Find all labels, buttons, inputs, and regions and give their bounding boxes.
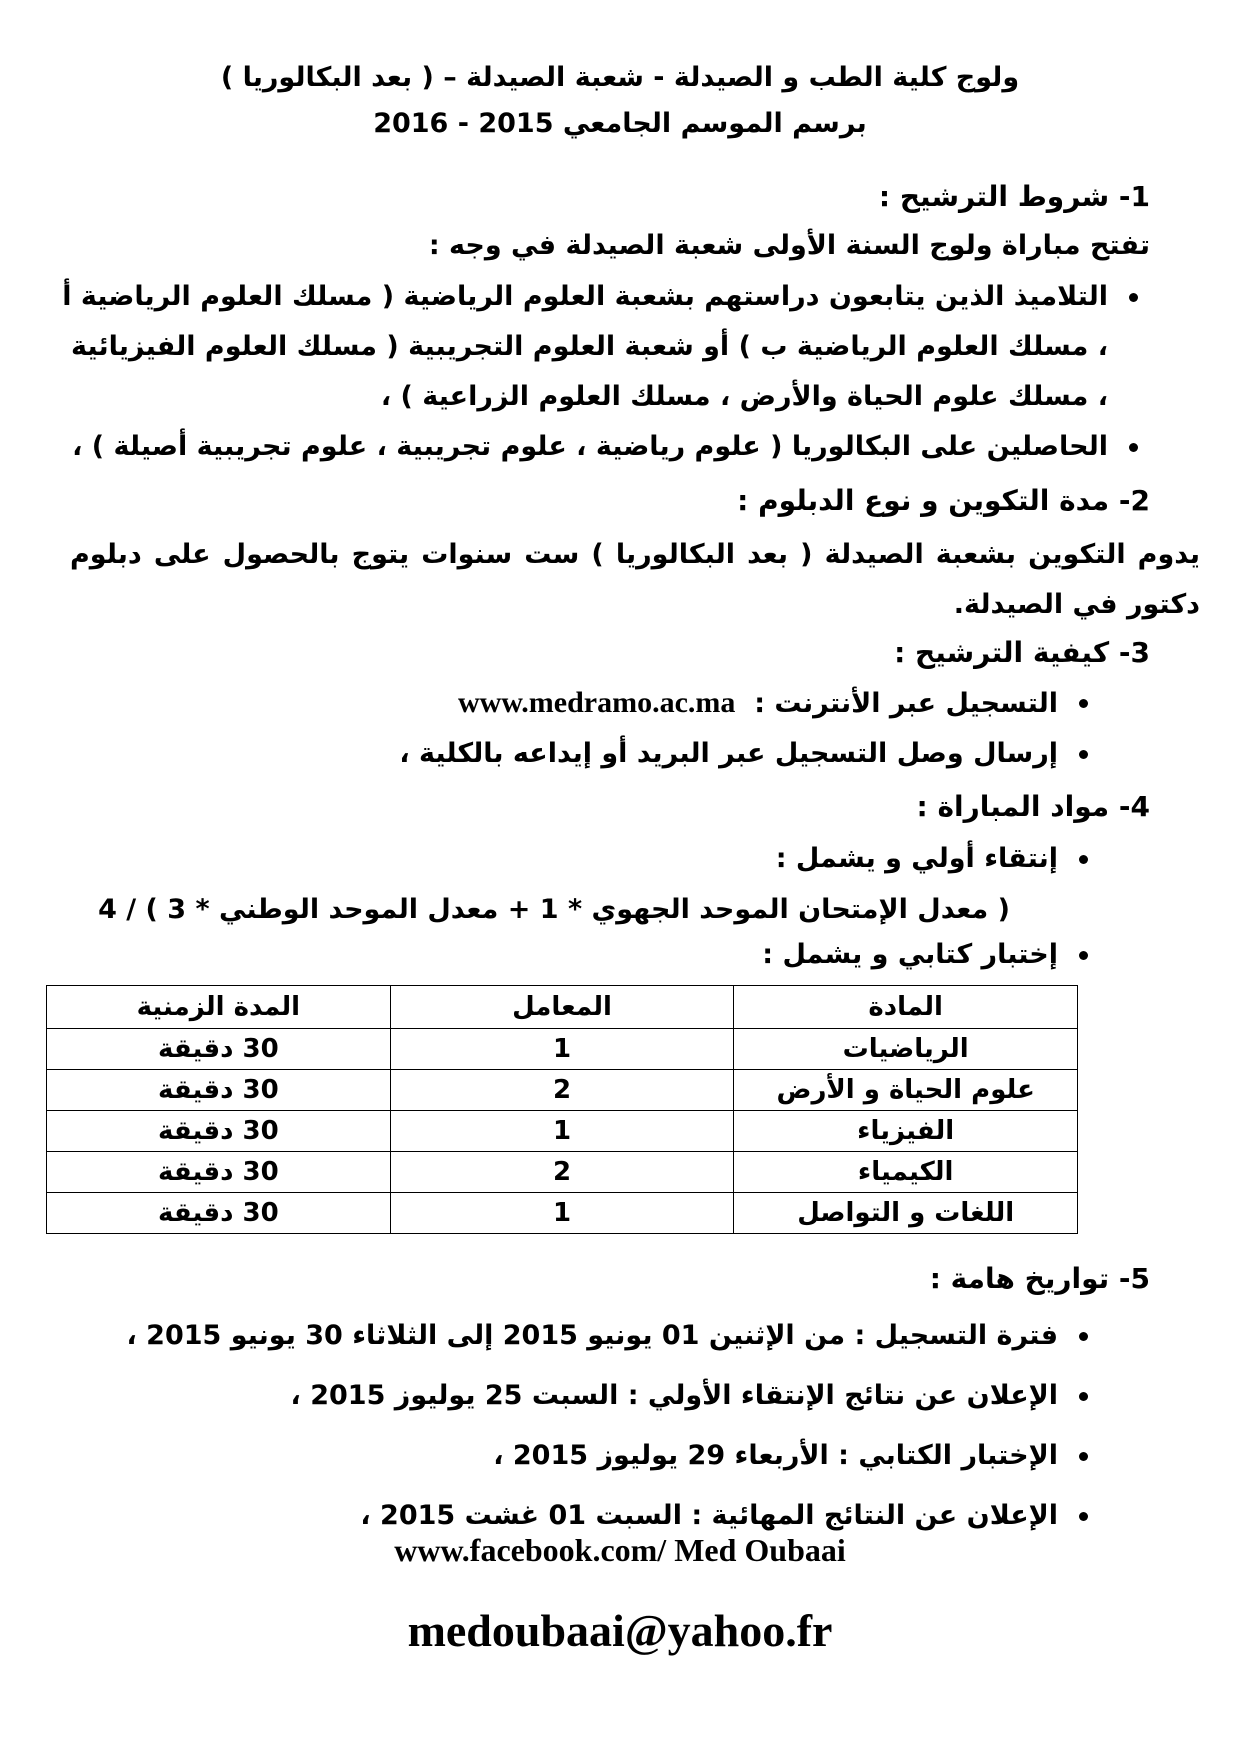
list-item: فترة التسجيل : من الإثنين 01 يونيو 2015 إلى الثلاثاء 30 يونيو 2015 ، <box>40 1306 1100 1366</box>
bullet-icon <box>1079 750 1088 759</box>
list-item: الإعلان عن نتائج الإنتقاء الأولي : السبت 25 يوليوز 2015 ، <box>40 1366 1100 1426</box>
table-row: اللغات و التواصل 1 30 دقيقة <box>47 1193 1078 1234</box>
table-row: علوم الحياة و الأرض 2 30 دقيقة <box>47 1070 1078 1111</box>
table-row: الفيزياء 1 30 دقيقة <box>47 1111 1078 1152</box>
header-subject: المادة <box>734 986 1078 1029</box>
bullet-icon <box>1129 293 1138 302</box>
contact-email[interactable]: medoubaai@yahoo.fr <box>407 1605 833 1656</box>
bullet-icon <box>1079 855 1088 864</box>
document-title: ولوج كلية الطب و الصيدلة - شعبة الصيدلة – ( بعد البكالوريا ) <box>220 62 1020 93</box>
bullet-icon <box>1079 1332 1088 1341</box>
list-item: إنتقاء أولي و يشمل : <box>776 834 1100 884</box>
section2-text: يدوم التكوين بشعبة الصيدلة ( بعد البكالوريا ) ست سنوات يتوج بالحصول على دبلوم دكتور في الصيدلة. <box>70 539 1200 620</box>
section3-heading: 3- كيفية الترشيح : <box>894 636 1150 669</box>
list-item: إختبار كتابي و يشمل : <box>762 930 1100 980</box>
selection-formula: ( معدل الإمتحان الموحد الجهوي * 1 + معدل الموحد الوطني * 3 ) / 4 <box>98 894 1010 925</box>
table-header-row <box>47 986 1078 1029</box>
bullet-icon <box>1079 1392 1088 1401</box>
academic-year: برسم الموسم الجامعي 2015 - 2016 <box>373 108 867 139</box>
exam-subjects-table <box>46 985 1078 1234</box>
bullet-icon <box>1079 1512 1088 1521</box>
bullet-icon <box>1079 1452 1088 1461</box>
list-item: التسجيل عبر الأنترنت : www.medramo.ac.ma <box>399 678 1100 729</box>
section1-intro: تفتح مباراة ولوج السنة الأولى شعبة الصيدلة في وجه : <box>428 230 1150 261</box>
bullet-icon <box>1079 699 1088 708</box>
section2-heading: 2- مدة التكوين و نوع الدبلوم : <box>737 484 1150 517</box>
section4-heading: 4- مواد المباراة : <box>916 790 1150 823</box>
bullet-icon <box>1079 951 1088 960</box>
list-item: الإعلان عن النتائج المهائية : السبت 01 غشت 2015 ، <box>40 1486 1100 1546</box>
list-item: التلاميذ الذين يتابعون دراستهم بشعبة العلوم الرياضية ( مسلك العلوم الرياضية أ ، مسلك العلوم الرياضية ب ) أو شعبة العلوم التجريبية ( مسلك العلوم الفيزيائية ، مسلك علوم الحياة والأرض ، مسلك العلوم الزراعية ) ، <box>60 272 1150 422</box>
section4-list-a <box>776 834 1100 884</box>
section5-heading: 5- تواريخ هامة : <box>929 1262 1150 1295</box>
registration-url: www.medramo.ac.ma <box>457 686 736 719</box>
list-item: الإختبار الكتابي : الأربعاء 29 يوليوز 2015 ، <box>40 1426 1100 1486</box>
section1-list <box>60 272 1150 472</box>
list-item: الحاصلين على البكالوريا ( علوم رياضية ، علوم تجريبية ، علوم تجريبية أصيلة ) ، <box>60 422 1150 472</box>
facebook-link[interactable]: www.facebook.com/ Med Oubaai <box>394 1532 846 1568</box>
bullet-icon <box>1129 443 1138 452</box>
table-row: الكيمياء 2 30 دقيقة <box>47 1152 1078 1193</box>
header-coefficient: المعامل <box>390 986 734 1029</box>
section3-list <box>399 678 1100 779</box>
section1-heading: 1- شروط الترشيح : <box>878 180 1150 213</box>
header-duration: المدة الزمنية <box>47 986 391 1029</box>
table-row: الرياضيات 1 30 دقيقة <box>47 1029 1078 1070</box>
section5-list <box>40 1306 1100 1546</box>
list-item: إرسال وصل التسجيل عبر البريد أو إيداعه بالكلية ، <box>399 729 1100 779</box>
section4-list-b <box>762 930 1100 980</box>
